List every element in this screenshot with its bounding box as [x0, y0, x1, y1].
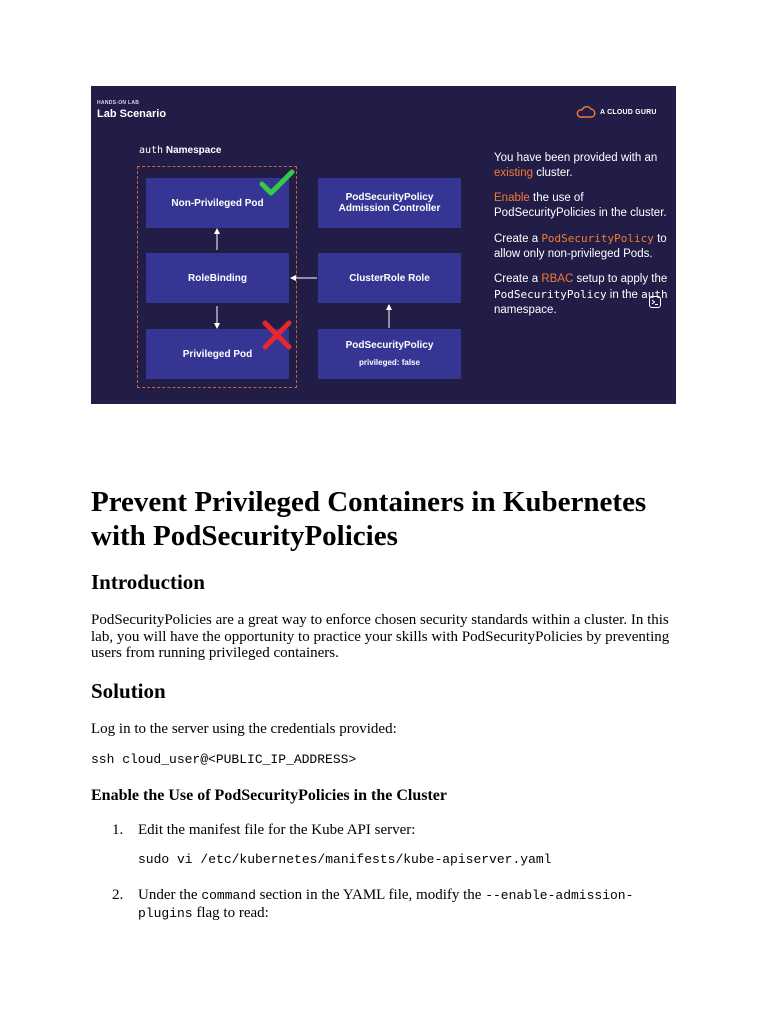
node-rolebinding [146, 253, 289, 303]
inline-code: command [201, 888, 256, 903]
step-number: 1. [112, 822, 124, 838]
solution-heading: Solution [91, 679, 166, 703]
page-title: Prevent Privileged Containers in Kubernetes with PodSecurityPolicies [91, 486, 647, 552]
node-clusterrole [318, 253, 461, 303]
login-instruction: Log in to the server using the credentials provided: [91, 721, 397, 737]
node-label: Non-Privileged Pod [171, 197, 264, 209]
node-label: Privileged Pod [182, 348, 253, 360]
step-number: 2. [112, 887, 124, 903]
introduction-text: PodSecurityPolicies are a great way to enforce chosen security standards within a cluster. In this lab, you will have the opportunity to practice your skills with PodSecurityPolicies by preventing users from running privileged containers. [91, 612, 670, 661]
cross-icon [261, 320, 293, 350]
note-3: Create a PodSecurityPolicy to allow only non-privileged Pods. [494, 232, 667, 260]
section-heading-enable-psp: Enable the Use of PodSecurityPolicies in the Cluster [91, 787, 447, 804]
node-psp-admission-controller [318, 178, 461, 228]
namespace-suffix: Namespace [163, 145, 222, 156]
step-1-text: Edit the manifest file for the Kube API server: [138, 822, 416, 838]
banner-kicker: HANDS-ON LAB [97, 100, 140, 106]
note-2: Enable the use of PodSecurityPolicies in the cluster. [494, 192, 667, 219]
scenario-notes [494, 151, 674, 328]
note-4: Create a RBAC setup to apply the PodSecurityPolicy in the auth namespace. [494, 273, 668, 316]
node-label: PodSecurityPolicy [345, 340, 434, 351]
ssh-command[interactable]: ssh cloud_user@<PUBLIC_IP_ADDRESS> [91, 752, 357, 767]
note-1: You have been provided with an existing cluster. [494, 152, 658, 179]
node-label: PodSecurityPolicy [345, 192, 434, 203]
node-label-line2: Admission Controller [338, 203, 441, 214]
node-label: ClusterRole Role [349, 272, 430, 284]
lab-scenario-banner [91, 86, 676, 404]
namespace-name: auth [139, 145, 164, 156]
step-2-text: Under the command section in the YAML file, modify the --enable-admission-plugins flag to read: [138, 887, 634, 921]
check-icon [259, 169, 295, 197]
inline-code: --enable-admission-plugins [138, 888, 634, 921]
node-sublabel: privileged: false [359, 358, 420, 367]
banner-title: Lab Scenario [97, 108, 167, 120]
introduction-heading: Introduction [91, 570, 205, 594]
node-podsecuritypolicy [318, 329, 461, 379]
node-label: RoleBinding [188, 272, 247, 284]
terminal-icon[interactable] [649, 296, 661, 308]
step-1-command[interactable]: sudo vi /etc/kubernetes/manifests/kube-apiserver.yaml [138, 852, 552, 867]
brand-name: A CLOUD GURU [600, 108, 657, 116]
